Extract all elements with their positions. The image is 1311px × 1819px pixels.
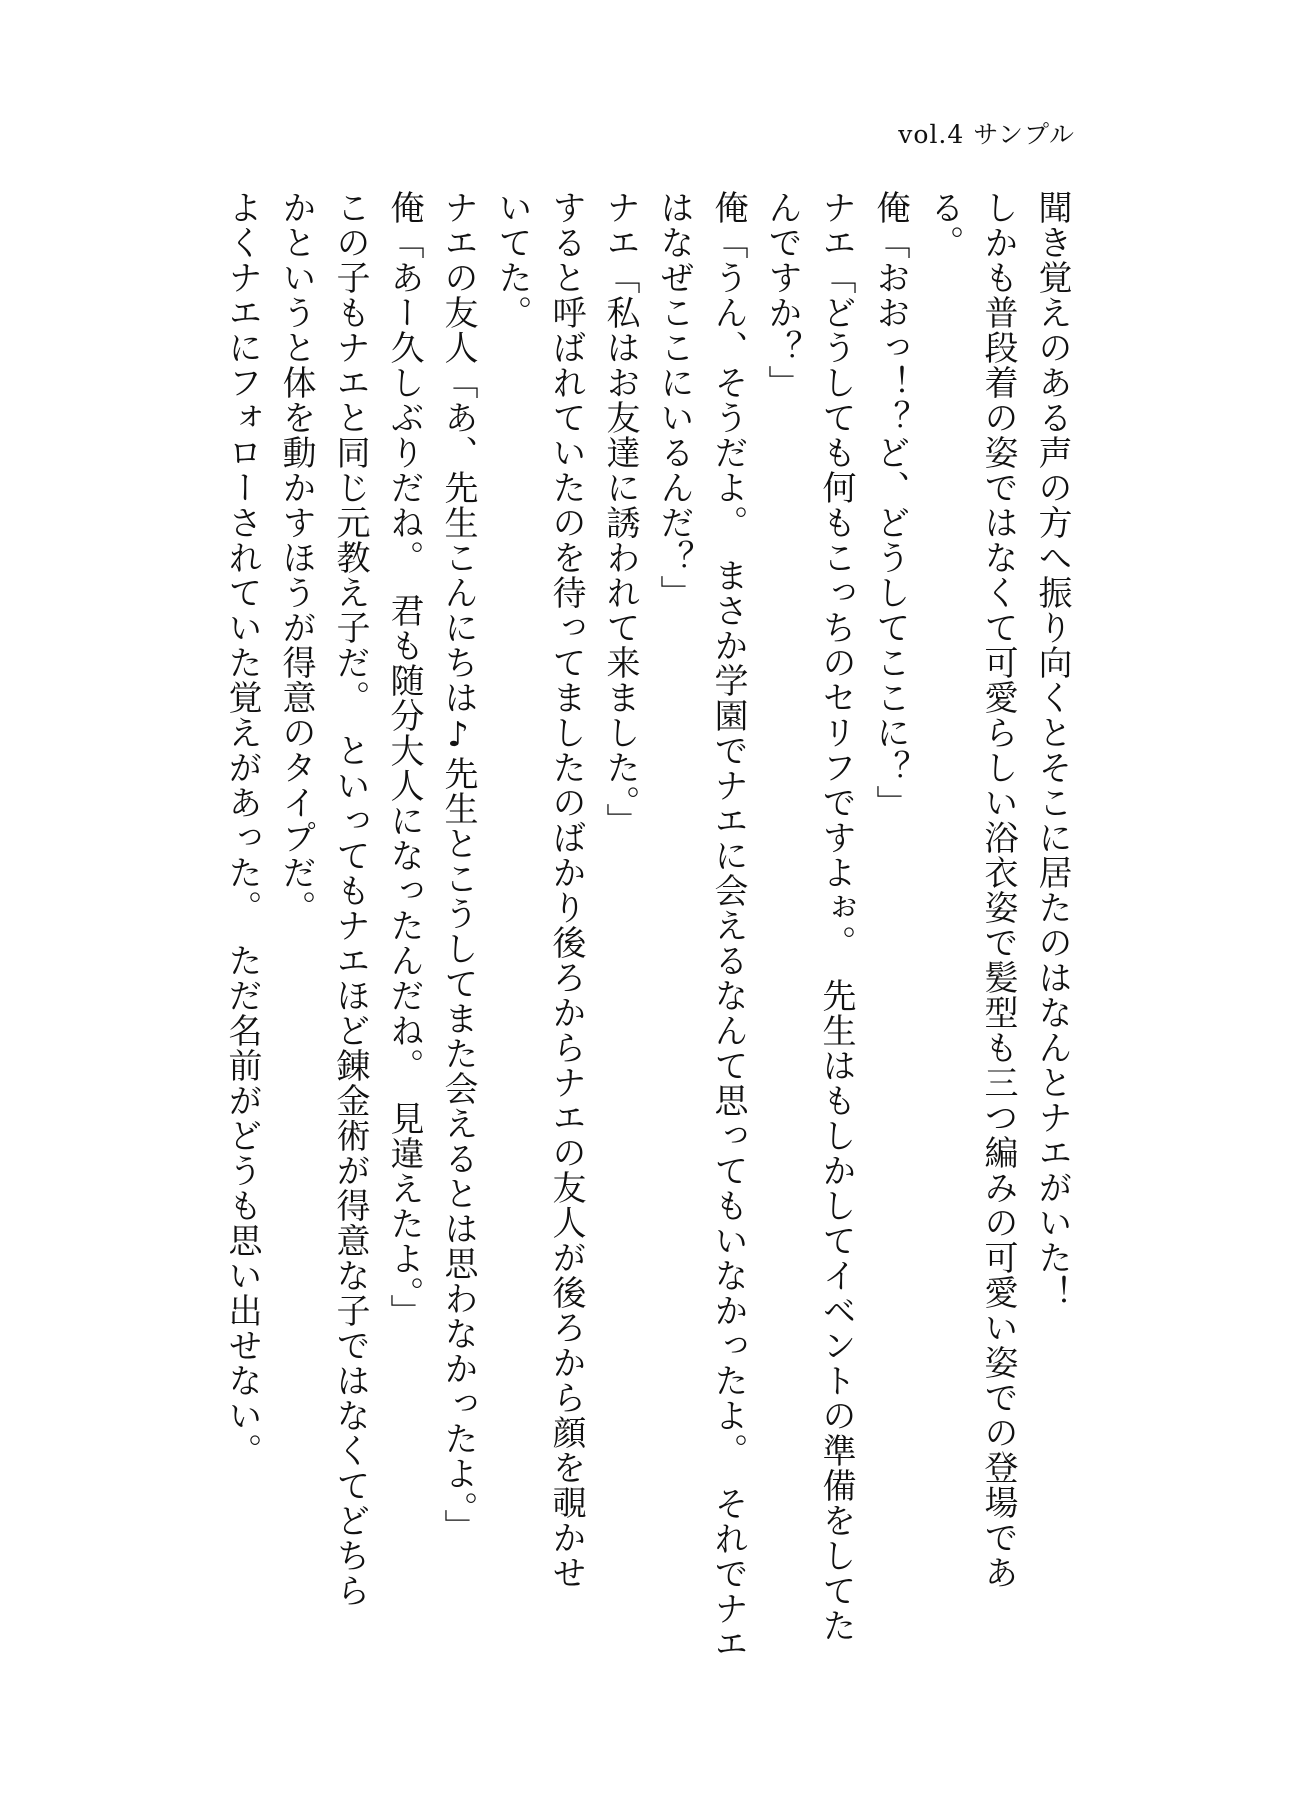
text-line: 俺「あー久しぶりだね。 君も随分大人になったんだね。 見違えたよ。」 xyxy=(384,190,424,1329)
vertical-text-body xyxy=(215,190,1079,1661)
text-line: ナエの友人「あ、先生こんにちは♪先生とこうしてまた会えるとは思わなかったよ。」 xyxy=(438,190,478,1544)
text-line: しかも普段着の姿ではなくて可愛らしい浴衣姿で髪型も三つ編みの可愛い姿での登場であ xyxy=(978,190,1018,1590)
text-line: 聞き覚えのある声の方へ振り向くとそこに居たのはなんとナエがいた！ xyxy=(1032,190,1072,1310)
text-line: ナエ「どうしても何もこっちのセリフですよぉ。 先生はもしかしてイベントの準備をしてた xyxy=(816,190,856,1643)
text-line: ナエ「私はお友達に誘われて来ました。」 xyxy=(600,190,640,838)
text-line: すると呼ばれていたのを待ってましたのばかり後ろからナエの友人が後ろから顔を覗かせ xyxy=(546,190,586,1590)
text-line: いてた。 xyxy=(492,190,532,330)
text-line: はなぜここにいるんだ？」 xyxy=(654,190,694,610)
text-line: る。 xyxy=(924,190,964,260)
text-line: この子もナエと同じ元教え子だ。 といってもナエほど錬金術が得意な子ではなくてどちら xyxy=(330,190,370,1608)
text-line: 俺「うん、そうだよ。 まさか学園でナエに会えるなんて思ってもいなかったよ。 それでナエ xyxy=(708,190,748,1661)
text-line: かというと体を動かすほうが得意のタイプだ。 xyxy=(276,190,316,925)
text-line: んですか？」 xyxy=(762,190,802,400)
page-header: vol.4 サンプル xyxy=(898,120,1075,149)
text-line: よくナエにフォローされていた覚えがあった。 ただ名前がどうも思い出せない。 xyxy=(222,190,262,1468)
text-line: 俺「おおっ！？ど、どうしてここに？」 xyxy=(870,190,910,820)
